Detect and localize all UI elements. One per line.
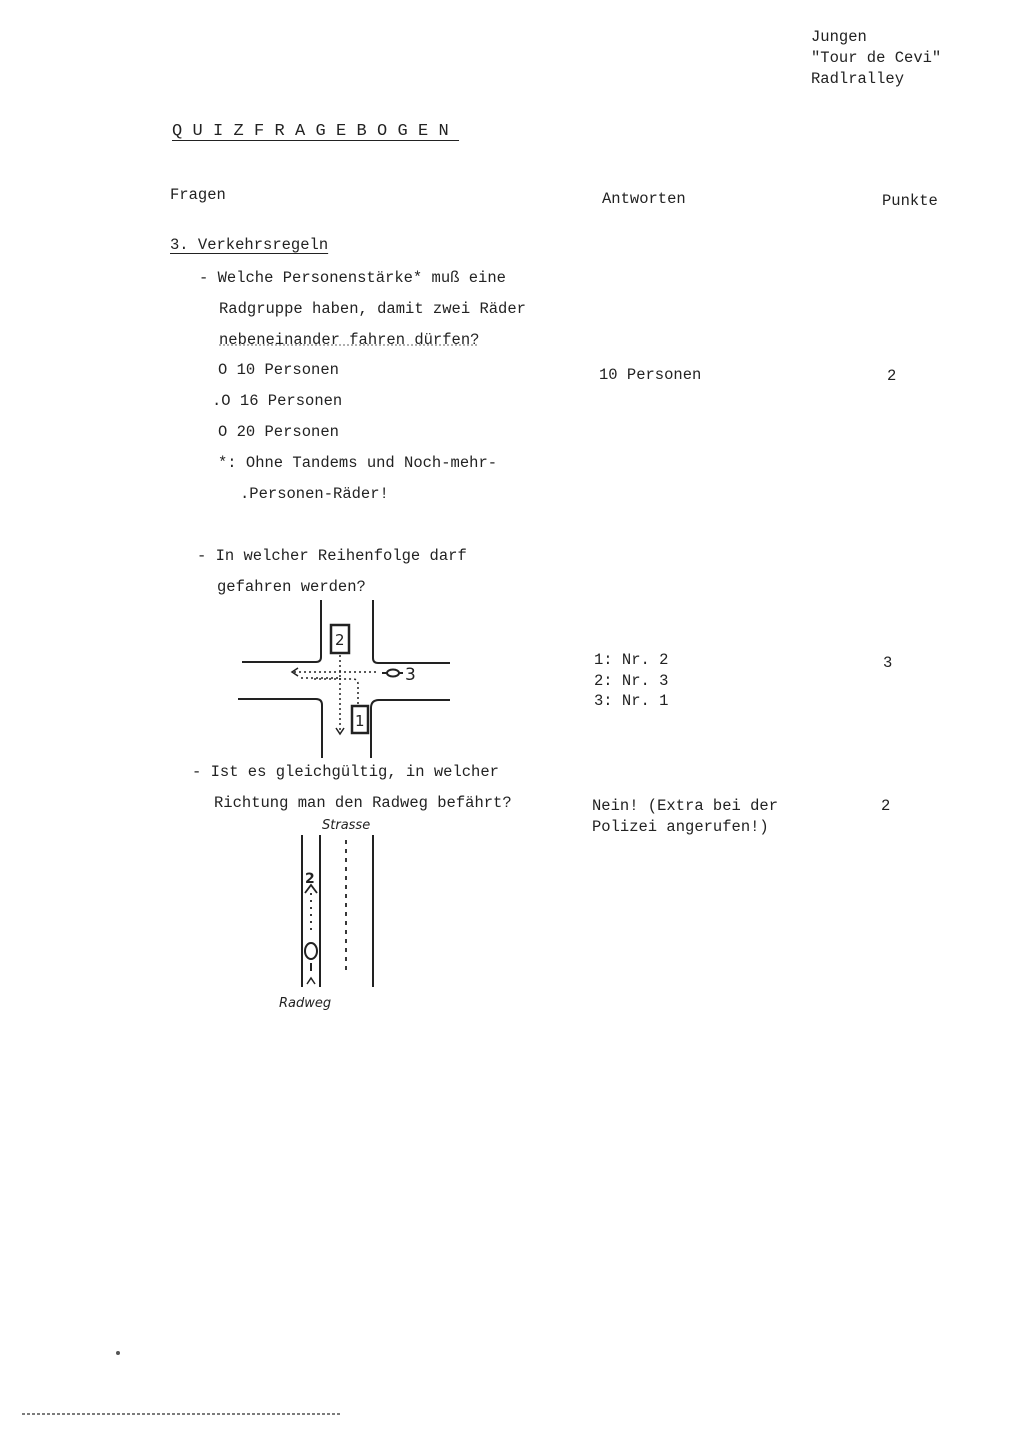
footnote-line: *: Ohne Tandems und Noch-mehr-	[218, 454, 498, 472]
answer-3	[592, 796, 778, 837]
page-title: QUIZFRAGEBOGEN	[172, 122, 460, 141]
answer-2	[594, 650, 668, 712]
question-text-line: - In welcher Reihenfolge darf	[197, 547, 467, 565]
header-line-group: Jungen	[811, 28, 867, 46]
question-3	[192, 757, 512, 819]
question-1-options	[212, 355, 343, 448]
points-2: 3	[883, 654, 893, 672]
header-line-event: "Tour de Cevi"	[811, 49, 942, 67]
rider-2-label: 2	[305, 871, 315, 887]
question-1-cont	[219, 294, 526, 356]
question-text-line: gefahren werden?	[217, 578, 366, 596]
question-text-line: - Welche Personenstärke* muß eine	[199, 269, 506, 287]
column-header-points: Punkte	[882, 192, 938, 210]
path-edges	[302, 835, 373, 987]
answer-line: 1: Nr. 2	[594, 651, 669, 669]
question-text-line: nebeneinander fahren dürfen?	[219, 331, 480, 349]
answer-line: Nein! (Extra bei der	[592, 797, 779, 815]
question-1-footnote	[218, 448, 497, 510]
column-header-questions: Fragen	[170, 186, 226, 204]
bike-path-diagram	[278, 815, 398, 1020]
question-2	[197, 541, 467, 603]
bike-3-label: 3	[405, 665, 416, 685]
points-3: 2	[881, 797, 891, 815]
car-1-icon	[352, 706, 368, 733]
scan-speck	[116, 1351, 120, 1355]
question-text-line: Radgruppe haben, damit zwei Räder	[219, 300, 526, 318]
question-text-line: - Ist es gleichgültig, in welcher	[192, 763, 499, 781]
column-header-answers: Antworten	[602, 190, 686, 208]
answer-line: Polizei angerufen!)	[592, 817, 769, 836]
rider-2-icon	[305, 871, 317, 893]
arrow-up-icon	[307, 978, 315, 984]
car-2-icon	[331, 625, 349, 653]
intersection-diagram	[236, 600, 456, 760]
bike-3-icon	[382, 665, 416, 685]
answer-line: 10 Personen	[599, 366, 702, 384]
answer-line: 2: Nr. 3	[594, 671, 669, 690]
option-10: O 10 Personen	[218, 361, 339, 379]
road-label: Strasse	[322, 818, 371, 833]
path-label: Radweg	[279, 996, 332, 1011]
car-1-label: 1	[355, 712, 365, 730]
footnote-line: .Personen-Räder!	[240, 485, 389, 503]
bike-icon	[305, 943, 317, 959]
car-2-label: 2	[335, 631, 345, 649]
question-text-line: Richtung man den Radweg befährt?	[214, 794, 512, 812]
points-1: 2	[887, 367, 897, 385]
answer-1	[599, 365, 701, 386]
header-line-type: Radlralley	[811, 70, 905, 88]
scan-edge-line	[22, 1413, 342, 1415]
question-1	[199, 263, 506, 294]
option-16: .O 16 Personen	[212, 392, 343, 410]
option-20: O 20 Personen	[218, 423, 339, 441]
answer-line: 3: Nr. 1	[594, 692, 669, 710]
section-heading: 3. Verkehrsregeln	[170, 236, 329, 254]
document-header	[811, 27, 941, 90]
